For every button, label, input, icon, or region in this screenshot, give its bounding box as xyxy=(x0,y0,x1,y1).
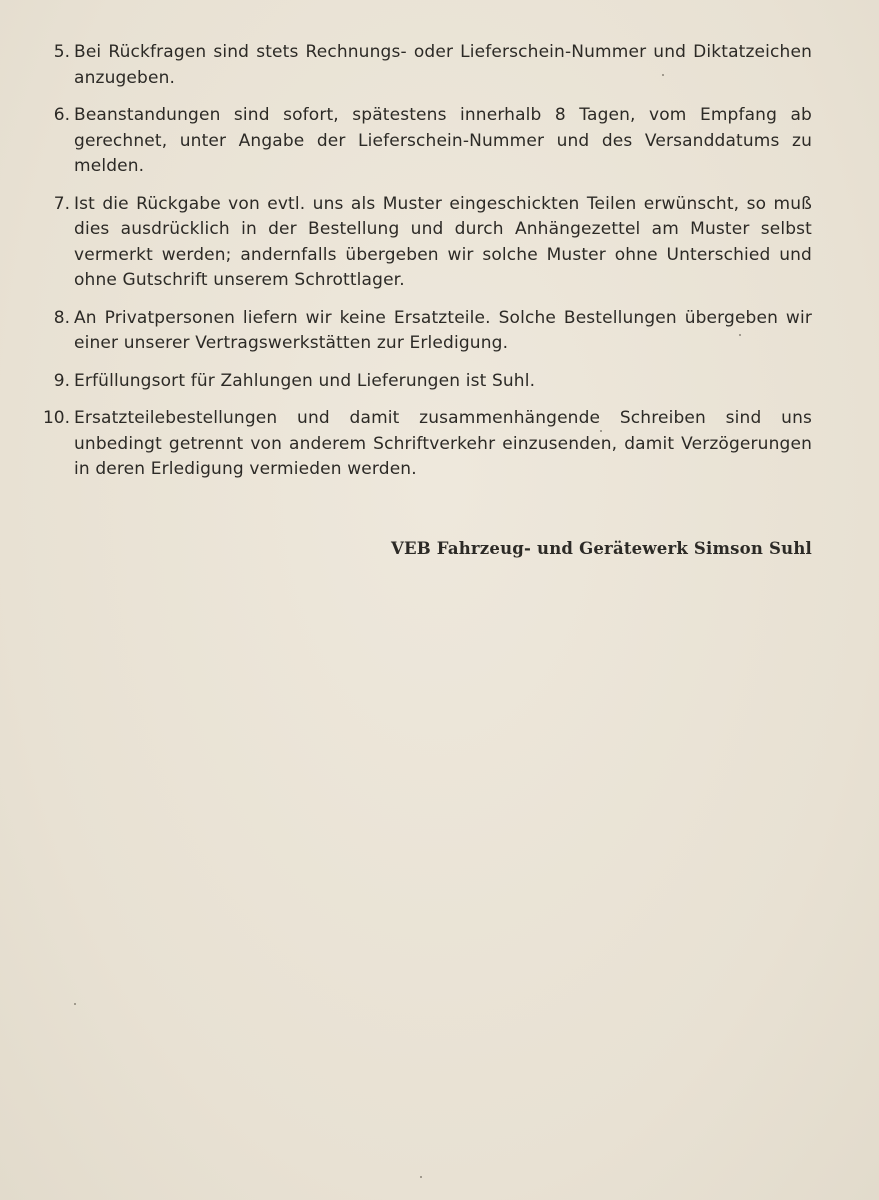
item-number: 9. xyxy=(53,370,70,391)
item-number: 10. xyxy=(42,408,70,428)
list-item xyxy=(40,306,812,357)
paper-speck xyxy=(74,1003,76,1005)
item-number: 6. xyxy=(53,105,70,125)
item-text: Erfüllungsort für Zahlungen und Lieferungen ist Suhl. xyxy=(74,370,536,391)
paper-speck xyxy=(739,334,741,336)
item-text: Beanstandungen sind sofort, spätestens innerhalb 8 Tagen, vom Empfang ab gerechnet, unter Angabe der Lieferschein-Nummer und des Versanddatums zu melden. xyxy=(74,105,812,176)
item-number: 7. xyxy=(53,193,70,214)
paper-speck xyxy=(600,430,602,432)
list-item xyxy=(40,406,812,483)
item-number: 5. xyxy=(53,42,70,62)
list-item xyxy=(40,40,812,91)
terms-list xyxy=(40,40,812,495)
item-text: An Privatpersonen liefern wir keine Ersatzteile. Solche Bestellungen übergeben wir einer unserer Vertragswerkstätten zur Erledigung. xyxy=(74,307,812,353)
list-item xyxy=(40,369,812,395)
list-item xyxy=(40,103,812,180)
company-signature: VEB Fahrzeug- und Gerätewerk Simson Suhl xyxy=(390,539,812,558)
paper-speck xyxy=(662,74,664,76)
list-item xyxy=(40,192,812,294)
paper-speck xyxy=(420,1176,422,1178)
item-text: Ist die Rückgabe von evtl. uns als Muster eingeschickten Teilen erwünscht, so muß dies ausdrücklich in der Bestellung und durch Anhängezettel am Muster selbst vermerkt werden; andernfalls übergeben wir solche Muster ohne Unterschied und ohne Gutschrift unserem Schrottlager. xyxy=(74,193,812,290)
item-number: 8. xyxy=(53,307,70,328)
item-text: Bei Rückfragen sind stets Rechnungs- oder Lieferschein-Nummer und Diktatzeichen anzugeben. xyxy=(74,42,812,88)
item-text: Ersatzteilebestellungen und damit zusammenhängende Schreiben sind uns unbedingt getrennt von anderem Schriftverkehr einzusenden, damit Verzögerungen in deren Erledigung vermieden werden. xyxy=(74,408,812,479)
